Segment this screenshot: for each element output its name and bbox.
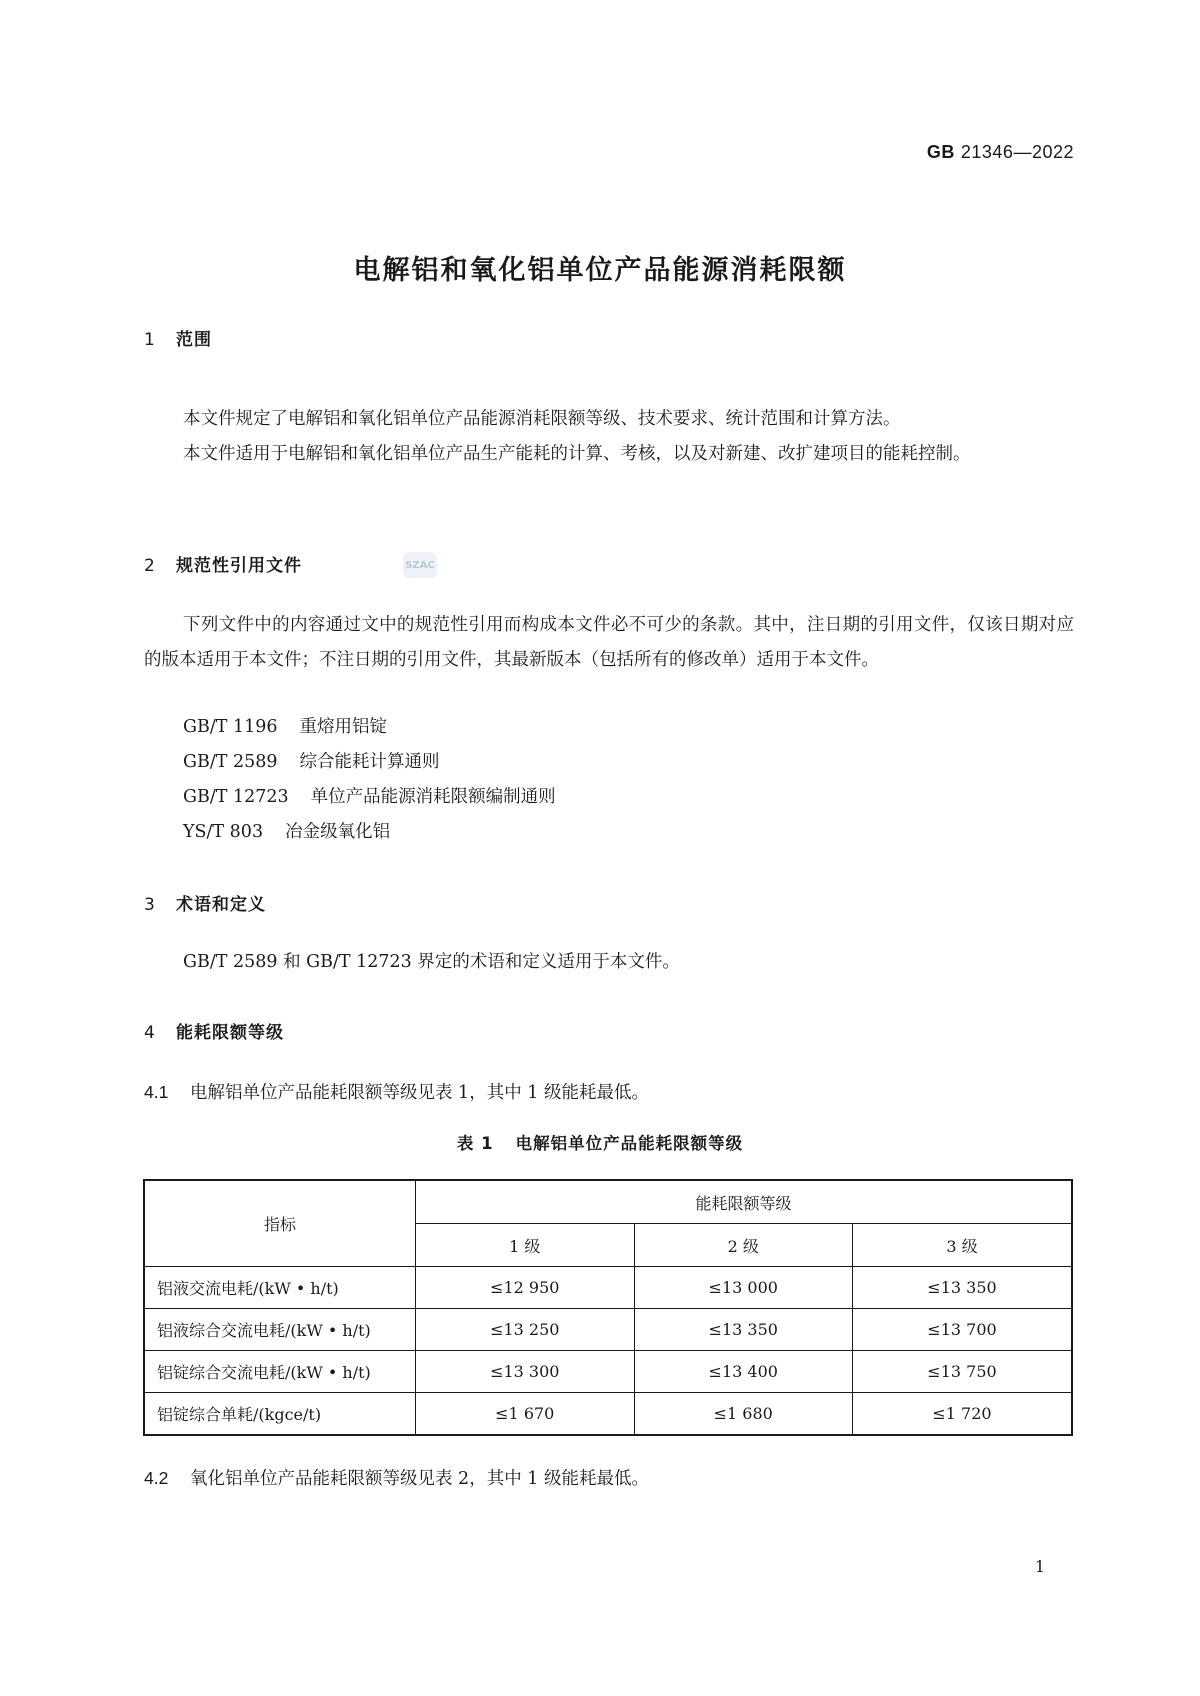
section-1-paragraph-1: 本文件规定了电解铝和氧化铝单位产品能源消耗限额等级、技术要求、统计范围和计算方法。 [183,409,901,429]
section-4-heading [144,1018,284,1043]
indicator-cell: 铝液交流电耗/(kW • h/t) [144,1267,416,1309]
section-number: 3 [144,895,156,915]
section-3-paragraph: GB/T 2589 和 GB/T 12723 界定的术语和定义适用于本文件。 [183,952,680,972]
indicator-cell: 铝锭综合单耗/(kgce/t) [144,1393,416,1436]
reference-item [183,783,556,808]
clause-number: 4.2 [144,1468,169,1488]
reference-code: GB/T 2589 [183,752,278,772]
section-2-paragraph: 下列文件中的内容通过文中的规范性引用而构成本文件必不可少的条款。其中，注日期的引用文件，仅该日期对应的版本适用于本文件；不注日期的引用文件，其最新版本（包括所有的修改单）适用于本文件。 [144,615,1074,670]
header-indicator: 指标 [144,1180,416,1267]
section-title: 能耗限额等级 [176,1023,284,1043]
level-1-cell: ≤1 670 [416,1393,634,1436]
table-row [144,1351,1072,1393]
section-title: 术语和定义 [176,895,266,915]
reference-name: 单位产品能源消耗限额编制通则 [310,787,556,807]
table-row [144,1393,1072,1436]
section-number: 1 [144,330,156,350]
clause-text: 电解铝单位产品能耗限额等级见表 1，其中 1 级能耗最低。 [190,1083,649,1103]
energy-limit-table [143,1179,1073,1436]
table-header-row [144,1180,1072,1224]
document-title: 电解铝和氧化铝单位产品能源消耗限额 [353,255,847,286]
table-row [144,1267,1072,1309]
section-title: 范围 [176,330,212,350]
section-title: 规范性引用文件 [176,556,302,576]
reference-code: YS/T 803 [183,822,264,842]
standard-number [927,142,1074,163]
reference-item [183,818,390,843]
reference-code: GB/T 1196 [183,717,278,737]
section-3-heading [144,890,266,915]
level-3-cell: ≤1 720 [852,1393,1072,1436]
level-3-cell: ≤13 700 [852,1309,1072,1351]
section-1-paragraph-2: 本文件适用于电解铝和氧化铝单位产品生产能耗的计算、考核，以及对新建、改扩建项目的能耗控制。 [183,444,971,464]
reference-name: 重熔用铝锭 [299,717,388,737]
header-level-2: 2 级 [634,1224,852,1267]
level-2-cell: ≤13 400 [634,1351,852,1393]
clause-number: 4.1 [144,1082,169,1102]
clause-text: 氧化铝单位产品能耗限额等级见表 2，其中 1 级能耗最低。 [190,1469,649,1489]
standard-prefix: GB [926,142,955,162]
level-2-cell: ≤13 350 [634,1309,852,1351]
table-row [144,1309,1072,1351]
reference-name: 综合能耗计算通则 [299,752,440,772]
header-level-group: 能耗限额等级 [416,1180,1072,1224]
reference-item [183,713,387,738]
header-level-3: 3 级 [852,1224,1072,1267]
section-2-heading [144,551,302,576]
section-1-heading [144,325,212,350]
indicator-cell: 铝液综合交流电耗/(kW • h/t) [144,1309,416,1351]
header-level-1: 1 级 [416,1224,634,1267]
level-2-cell: ≤13 000 [634,1267,852,1309]
table-caption [0,1130,1200,1154]
table-number: 表 1 [456,1134,494,1153]
level-2-cell: ≤1 680 [634,1393,852,1436]
section-number: 4 [144,1023,156,1043]
clause-4-2 [144,1465,649,1490]
clause-4-1 [144,1079,649,1104]
level-1-cell: ≤12 950 [416,1267,634,1309]
indicator-cell: 铝锭综合交流电耗/(kW • h/t) [144,1351,416,1393]
level-3-cell: ≤13 350 [852,1267,1072,1309]
reference-code: GB/T 12723 [183,787,289,807]
watermark-logo-icon: SZAC [403,552,437,578]
level-3-cell: ≤13 750 [852,1351,1072,1393]
page-number: 1 [1034,1557,1045,1576]
section-number: 2 [144,556,156,576]
level-1-cell: ≤13 300 [416,1351,634,1393]
standard-code: 21346—2022 [960,142,1074,162]
level-1-cell: ≤13 250 [416,1309,634,1351]
table-title: 电解铝单位产品能耗限额等级 [515,1134,744,1153]
reference-item [183,748,440,773]
reference-name: 冶金级氧化铝 [285,822,391,842]
